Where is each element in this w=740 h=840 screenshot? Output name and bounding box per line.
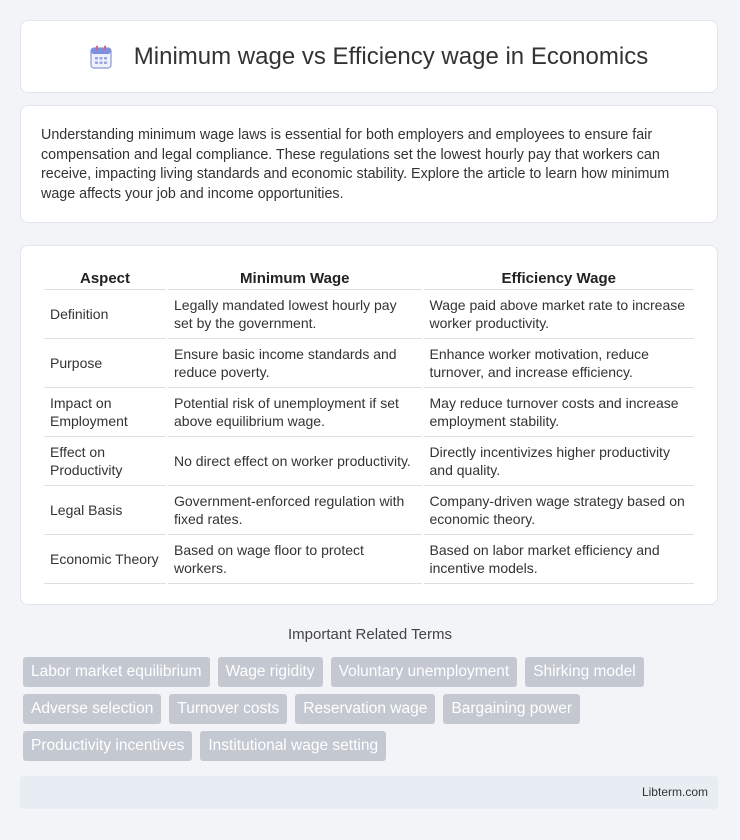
term-tag[interactable]: Shirking model [525, 657, 644, 687]
header-minimum-wage: Minimum Wage [168, 266, 422, 290]
row-efficiency-wage: May reduce turnover costs and increase employment stability. [424, 388, 694, 437]
comparison-table-card [20, 245, 718, 605]
table-row [44, 290, 694, 339]
row-aspect: Economic Theory [44, 535, 166, 584]
row-aspect: Definition [44, 290, 166, 339]
footer-site-link[interactable]: Libterm.com [641, 785, 708, 799]
table-row [44, 535, 694, 584]
row-minimum-wage: Government-enforced regulation with fixed rates. [168, 486, 422, 535]
term-tag[interactable]: Voluntary unemployment [331, 657, 518, 687]
footer [20, 776, 718, 809]
row-minimum-wage: Legally mandated lowest hourly pay set by the government. [168, 290, 422, 339]
row-efficiency-wage: Based on labor market efficiency and incentive models. [424, 535, 694, 584]
intro-card [20, 105, 718, 223]
term-tag[interactable]: Productivity incentives [23, 731, 192, 761]
calendar-icon [90, 45, 112, 69]
header-card [20, 20, 718, 93]
page-title: Minimum wage vs Efficiency wage in Economics [133, 42, 649, 70]
table-row [44, 388, 694, 437]
intro-text: Understanding minimum wage laws is essential for both employers and employees to ensure fair compensation and legal compliance. These regulations set the lowest hourly pay that workers can receive, impacting living standards and economic stability. Explore the article to learn how minimum wage affects your job and income opportunities. [41, 127, 670, 202]
row-efficiency-wage: Wage paid above market rate to increase worker productivity. [424, 290, 694, 339]
row-efficiency-wage: Enhance worker motivation, reduce turnover, and increase efficiency. [424, 339, 694, 388]
row-minimum-wage: No direct effect on worker productivity. [168, 437, 422, 486]
term-tag[interactable]: Adverse selection [23, 694, 161, 724]
row-aspect: Legal Basis [44, 486, 166, 535]
related-terms-title: Important Related Terms [288, 626, 452, 643]
row-aspect: Effect on Productivity [44, 437, 166, 486]
row-minimum-wage: Based on wage floor to protect workers. [168, 535, 422, 584]
row-minimum-wage: Potential risk of unemployment if set above equilibrium wage. [168, 388, 422, 437]
term-tag[interactable]: Bargaining power [443, 694, 580, 724]
term-tag[interactable]: Institutional wage setting [200, 731, 386, 761]
row-aspect: Impact on Employment [44, 388, 166, 437]
row-minimum-wage: Ensure basic income standards and reduce poverty. [168, 339, 422, 388]
header-aspect: Aspect [44, 266, 166, 290]
related-terms-list [23, 657, 723, 761]
term-tag[interactable]: Reservation wage [295, 694, 435, 724]
row-efficiency-wage: Company-driven wage strategy based on economic theory. [424, 486, 694, 535]
table-row [44, 486, 694, 535]
term-tag[interactable]: Turnover costs [169, 694, 287, 724]
row-efficiency-wage: Directly incentivizes higher productivity and quality. [424, 437, 694, 486]
table-header-row [44, 266, 694, 290]
table-row [44, 339, 694, 388]
term-tag[interactable]: Wage rigidity [218, 657, 323, 687]
row-aspect: Purpose [44, 339, 166, 388]
table-row [44, 437, 694, 486]
header-efficiency-wage: Efficiency Wage [424, 266, 694, 290]
comparison-table [42, 266, 696, 584]
term-tag[interactable]: Labor market equilibrium [23, 657, 210, 687]
